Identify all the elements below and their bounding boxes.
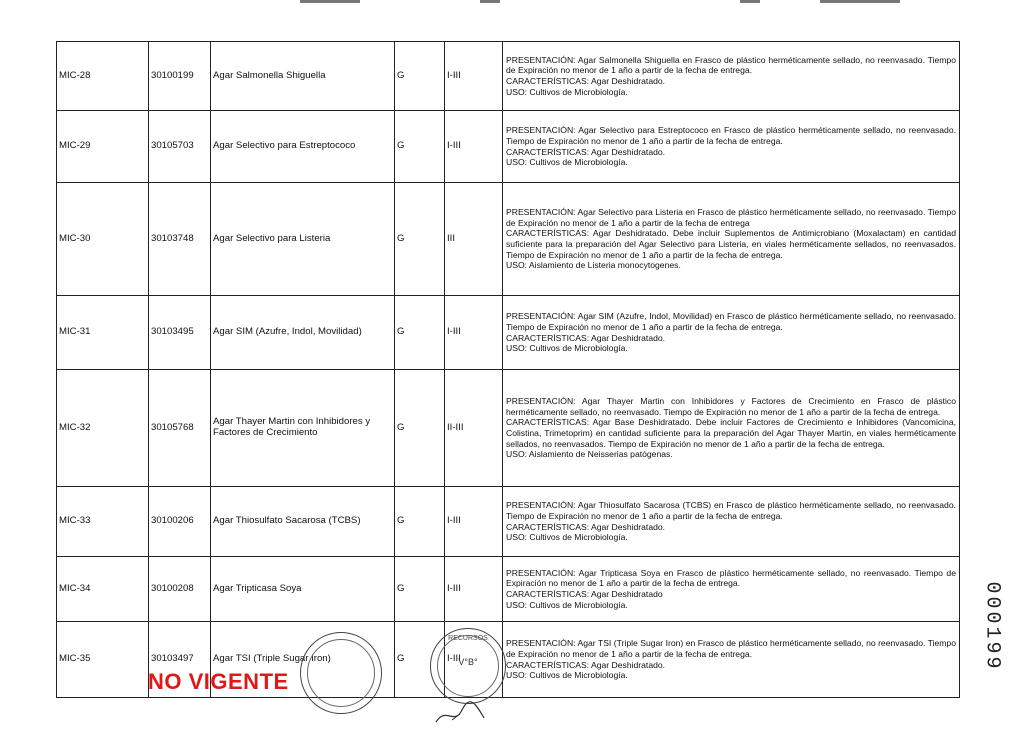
item-number: 30103748 bbox=[149, 183, 211, 296]
item-number: 30103497 bbox=[149, 622, 211, 698]
item-description bbox=[503, 111, 960, 183]
item-code: MIC-33 bbox=[57, 487, 149, 557]
item-number: 30105703 bbox=[149, 111, 211, 183]
item-level: I-III bbox=[445, 487, 503, 557]
item-use: USO: Cultivos de Microbiología. bbox=[506, 86, 628, 97]
table-row bbox=[57, 183, 960, 296]
item-name: Agar Selectivo para Listeria bbox=[211, 183, 395, 296]
item-group: G bbox=[395, 557, 445, 622]
item-group: G bbox=[395, 370, 445, 487]
item-number: 30100206 bbox=[149, 487, 211, 557]
item-characteristics: CARACTERÍSTICAS: Agar Deshidratado. bbox=[506, 76, 666, 86]
table-row bbox=[57, 111, 960, 183]
item-characteristics: CARACTERÍSTICAS: Agar Deshidratado. bbox=[506, 146, 666, 157]
item-presentation: PRESENTACIÓN: Agar TSI (Triple Sugar Iron) en Frasco de plástico herméticamente sellado, no reenvasado. Tiempo de Expiración no menor de 1 año a partir de la fecha de entrega. bbox=[506, 638, 956, 659]
item-code: MIC-32 bbox=[57, 370, 149, 487]
item-code: MIC-29 bbox=[57, 111, 149, 183]
item-code: MIC-31 bbox=[57, 296, 149, 370]
no-vigente-label: NO VIGENTE bbox=[148, 669, 289, 694]
item-number: 30103495 bbox=[149, 296, 211, 370]
item-group: G bbox=[395, 111, 445, 183]
item-presentation: PRESENTACIÓN: Agar Thiosulfato Sacarosa (TCBS) en Frasco de plástico herméticamente sellado, no reenvasado. Tiempo de Expiración no menor de 1 año a partir de la fecha de entrega. bbox=[506, 500, 956, 521]
official-seal-stamp bbox=[300, 632, 382, 714]
item-presentation: PRESENTACIÓN: Agar SIM (Azufre, Indol, Movilidad) en Frasco de plástico herméticamente sellado, no reenvasado. Tiempo de Expiración no menor de 1 año a partir de la fecha de entrega. bbox=[506, 311, 956, 332]
item-level: I-III bbox=[445, 42, 503, 111]
table-row bbox=[57, 487, 960, 557]
item-number: 30105768 bbox=[149, 370, 211, 487]
item-description bbox=[503, 487, 960, 557]
item-use: USO: Cultivos de Microbiología. bbox=[506, 670, 628, 681]
item-description bbox=[503, 42, 960, 111]
item-presentation: PRESENTACIÓN: Agar Thayer Martin con Inhibidores y Factores de Crecimiento en Frasco de plástico herméticamente sellado, no reenvasado. Tiempo de Expiración no menor de 1 año a partir de la fecha de entrega. bbox=[506, 396, 956, 417]
table-row bbox=[57, 370, 960, 487]
item-presentation: PRESENTACIÓN: Agar Tripticasa Soya en Frasco de plástico herméticamente sellado, no reenvasado. Tiempo de Expiración no menor de 1 año a partir de la fecha de entrega. bbox=[506, 567, 956, 589]
item-name: Agar Thayer Martin con Inhibidores y Factores de Crecimiento bbox=[211, 370, 395, 487]
item-level: I-III bbox=[445, 111, 503, 183]
table-row bbox=[57, 42, 960, 111]
item-number: 30100199 bbox=[149, 42, 211, 111]
page-number-vertical bbox=[972, 580, 1012, 674]
item-number: 30100208 bbox=[149, 557, 211, 622]
item-characteristics: CARACTERÍSTICAS: Agar Deshidratado. bbox=[506, 332, 666, 343]
item-characteristics: CARACTERÍSTICAS: Agar Deshidratado bbox=[506, 589, 663, 599]
item-characteristics: CARACTERÍSTICAS: Agar Deshidratado. bbox=[506, 521, 666, 532]
item-name: Agar Salmonella Shiguella bbox=[211, 42, 395, 111]
item-group: G bbox=[395, 42, 445, 111]
item-group: G bbox=[395, 296, 445, 370]
item-use: USO: Cultivos de Microbiología. bbox=[506, 157, 628, 168]
item-description bbox=[503, 370, 960, 487]
stamp-mark: V°B° bbox=[458, 657, 478, 667]
signature-scribble bbox=[432, 700, 492, 728]
table-row bbox=[57, 557, 960, 622]
page-number: 000199 bbox=[980, 581, 1004, 672]
item-name: Agar Tripticasa Soya bbox=[211, 557, 395, 622]
item-group: G bbox=[395, 487, 445, 557]
item-level: III bbox=[445, 183, 503, 296]
item-use: USO: Cultivos de Microbiología. bbox=[506, 599, 628, 610]
item-name: Agar SIM (Azufre, Indol, Movilidad) bbox=[211, 296, 395, 370]
item-group: G bbox=[395, 183, 445, 296]
item-level: I-III bbox=[445, 557, 503, 622]
item-description bbox=[503, 183, 960, 296]
catalog-table bbox=[56, 41, 960, 698]
item-code: MIC-30 bbox=[57, 183, 149, 296]
item-characteristics: CARACTERÍSTICAS: Agar Deshidratado. Debe incluir Suplementos de Antimicrobiano (Moxalactam) en cantidad suficiente para la preparación del Agar Selectivo para Listeria, en viales herméticamente sellados, no reenvasados. Tiempo de Expiración no menor de 1 año a partir de la fecha de entrega. bbox=[506, 228, 956, 260]
recursos-stamp bbox=[430, 628, 506, 704]
item-level: I-III bbox=[445, 622, 503, 698]
table-row bbox=[57, 296, 960, 370]
item-use: USO: Cultivos de Microbiología. bbox=[506, 343, 628, 354]
item-description bbox=[503, 296, 960, 370]
item-description bbox=[503, 557, 960, 622]
item-name: Agar Thiosulfato Sacarosa (TCBS) bbox=[211, 487, 395, 557]
item-code: MIC-28 bbox=[57, 42, 149, 111]
item-code: MIC-34 bbox=[57, 557, 149, 622]
item-use: USO: Cultivos de Microbiología. bbox=[506, 532, 628, 543]
item-presentation: PRESENTACIÓN: Agar Selectivo para Estreptococo en Frasco de plástico herméticamente sellado, no reenvasado. Tiempo de Expiración no menor de 1 año a partir de la fecha de entrega. bbox=[506, 125, 956, 146]
scan-top-edge bbox=[0, 0, 1024, 4]
item-level: I-III bbox=[445, 296, 503, 370]
catalog-table-body bbox=[57, 42, 960, 698]
item-presentation: PRESENTACIÓN: Agar Salmonella Shiguella en Frasco de plástico herméticamente sellado, no reenvasado. Tiempo de Expiración no menor de 1 año a partir de la fecha de entrega. bbox=[506, 54, 956, 76]
item-characteristics: CARACTERÍSTICAS: Agar Base Deshidratado. Debe incluir Factores de Crecimiento e Inhibidores (Vancomicina, Colistina, Trimetoprim) en cantidad suficiente para la preparación del Agar Thayer Martin, en viales herméticamente sellados, no reenvasados. Tiempo de Expiración no menor de 1 año a partir de la fecha de entrega. bbox=[506, 417, 956, 449]
stamp-label: RECURSOS bbox=[448, 635, 488, 642]
item-level: II-III bbox=[445, 370, 503, 487]
item-presentation: PRESENTACIÓN: Agar Selectivo para Listeria en Frasco de plástico herméticamente sellado, no reenvasado. Tiempo de Expiración no menor de 1 año a partir de la fecha de entrega bbox=[506, 207, 956, 228]
item-description bbox=[503, 622, 960, 698]
item-group: G bbox=[395, 622, 445, 698]
item-use: USO: Aislamiento de Neisserias patógenas. bbox=[506, 449, 673, 460]
item-use: USO: Aislamiento de Listeria monocytogenes. bbox=[506, 260, 681, 271]
item-name: Agar TSI (Triple Sugar Iron) bbox=[211, 622, 395, 698]
item-name: Agar Selectivo para Estreptococo bbox=[211, 111, 395, 183]
item-code: MIC-35 bbox=[57, 622, 149, 698]
item-characteristics: CARACTERÍSTICAS: Agar Deshidratado. bbox=[506, 659, 666, 670]
